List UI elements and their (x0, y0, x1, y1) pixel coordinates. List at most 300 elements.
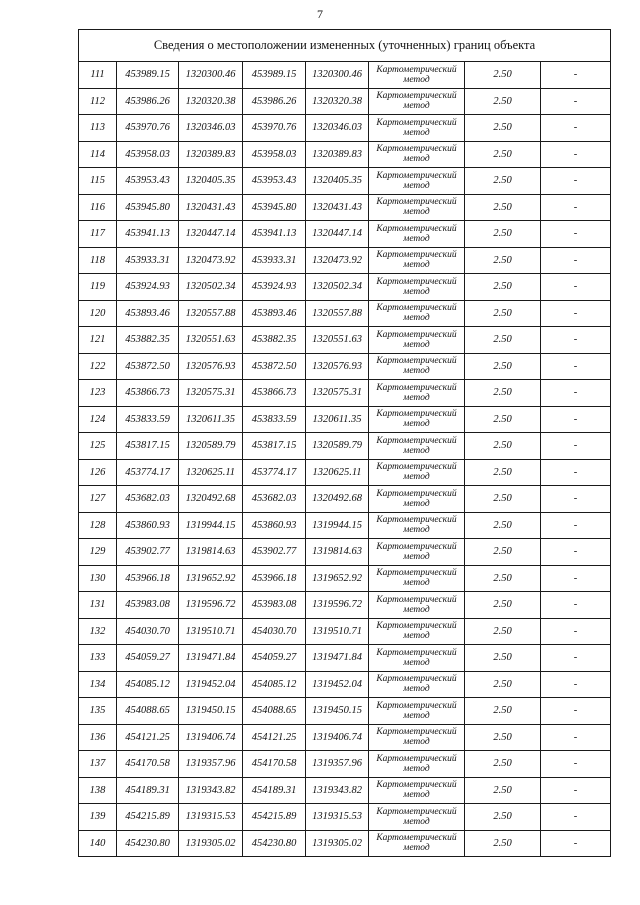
accuracy-cell: 2.50 (465, 406, 541, 433)
point-number-cell: 125 (79, 433, 117, 460)
table-row (79, 300, 611, 327)
point-number-cell: 133 (79, 645, 117, 672)
method-line-1: Картометрический (376, 356, 457, 367)
point-number-cell: 127 (79, 486, 117, 513)
method-cell (369, 221, 465, 248)
table-row (79, 512, 611, 539)
refined-x-cell: 453983.08 (243, 592, 306, 619)
refined-x-cell: 453933.31 (243, 247, 306, 274)
refined-y-cell: 1319944.15 (306, 512, 369, 539)
refined-x-cell: 454170.58 (243, 751, 306, 778)
note-cell: - (541, 539, 611, 566)
existing-y-cell: 1319315.53 (179, 804, 243, 831)
point-number-cell: 139 (79, 804, 117, 831)
table-row (79, 645, 611, 672)
point-number-cell: 113 (79, 115, 117, 142)
accuracy-cell: 2.50 (465, 512, 541, 539)
existing-y-cell: 1320346.03 (179, 115, 243, 142)
refined-x-cell: 453986.26 (243, 88, 306, 115)
method-line-2: метод (403, 790, 430, 801)
accuracy-cell: 2.50 (465, 565, 541, 592)
method-line-2: метод (403, 154, 430, 165)
method-line-1: Картометрический (376, 515, 457, 526)
refined-x-cell: 454189.31 (243, 777, 306, 804)
accuracy-cell: 2.50 (465, 88, 541, 115)
method-line-2: метод (403, 260, 430, 271)
method-cell (369, 539, 465, 566)
accuracy-cell: 2.50 (465, 141, 541, 168)
method-line-1: Картометрический (376, 541, 457, 552)
point-number-cell: 140 (79, 830, 117, 857)
note-cell: - (541, 512, 611, 539)
method-line-2: метод (403, 710, 430, 721)
accuracy-cell: 2.50 (465, 115, 541, 142)
table-row (79, 698, 611, 725)
refined-x-cell: 453882.35 (243, 327, 306, 354)
note-cell: - (541, 194, 611, 221)
accuracy-cell: 2.50 (465, 751, 541, 778)
point-number-cell: 136 (79, 724, 117, 751)
existing-x-cell: 453882.35 (117, 327, 179, 354)
refined-x-cell: 453953.43 (243, 168, 306, 195)
method-line-2: метод (403, 763, 430, 774)
note-cell: - (541, 804, 611, 831)
note-cell: - (541, 486, 611, 513)
existing-y-cell: 1319944.15 (179, 512, 243, 539)
refined-y-cell: 1320575.31 (306, 380, 369, 407)
accuracy-cell: 2.50 (465, 433, 541, 460)
existing-x-cell: 453958.03 (117, 141, 179, 168)
method-cell (369, 645, 465, 672)
note-cell: - (541, 141, 611, 168)
note-cell: - (541, 247, 611, 274)
table-row (79, 327, 611, 354)
note-cell: - (541, 565, 611, 592)
method-line-2: метод (403, 657, 430, 668)
refined-x-cell: 453941.13 (243, 221, 306, 248)
note-cell: - (541, 353, 611, 380)
method-line-2: метод (403, 498, 430, 509)
refined-x-cell: 454030.70 (243, 618, 306, 645)
table-row (79, 406, 611, 433)
method-cell (369, 88, 465, 115)
method-cell (369, 671, 465, 698)
accuracy-cell: 2.50 (465, 804, 541, 831)
method-line-2: метод (403, 525, 430, 536)
existing-y-cell: 1320492.68 (179, 486, 243, 513)
method-cell (369, 327, 465, 354)
existing-y-cell: 1320625.11 (179, 459, 243, 486)
accuracy-cell: 2.50 (465, 380, 541, 407)
note-cell: - (541, 380, 611, 407)
method-cell (369, 168, 465, 195)
note-cell: - (541, 698, 611, 725)
refined-x-cell: 453970.76 (243, 115, 306, 142)
method-line-2: метод (403, 737, 430, 748)
existing-x-cell: 454030.70 (117, 618, 179, 645)
point-number-cell: 116 (79, 194, 117, 221)
refined-x-cell: 454085.12 (243, 671, 306, 698)
refined-x-cell: 454230.80 (243, 830, 306, 857)
method-line-2: метод (403, 843, 430, 854)
refined-y-cell: 1320502.34 (306, 274, 369, 301)
note-cell: - (541, 724, 611, 751)
method-line-1: Картометрический (376, 435, 457, 446)
boundary-coordinates-table (78, 29, 611, 857)
method-line-2: метод (403, 286, 430, 297)
method-line-1: Картометрический (376, 223, 457, 234)
point-number-cell: 121 (79, 327, 117, 354)
existing-x-cell: 453872.50 (117, 353, 179, 380)
point-number-cell: 138 (79, 777, 117, 804)
method-line-2: метод (403, 684, 430, 695)
existing-y-cell: 1320431.43 (179, 194, 243, 221)
method-line-1: Картометрический (376, 753, 457, 764)
existing-y-cell: 1319357.96 (179, 751, 243, 778)
existing-x-cell: 454230.80 (117, 830, 179, 857)
refined-y-cell: 1319305.02 (306, 830, 369, 857)
existing-x-cell: 454170.58 (117, 751, 179, 778)
method-line-1: Картометрический (376, 462, 457, 473)
refined-x-cell: 454059.27 (243, 645, 306, 672)
method-cell (369, 433, 465, 460)
existing-y-cell: 1320320.38 (179, 88, 243, 115)
accuracy-cell: 2.50 (465, 274, 541, 301)
method-line-2: метод (403, 313, 430, 324)
point-number-cell: 131 (79, 592, 117, 619)
accuracy-cell: 2.50 (465, 221, 541, 248)
table-row (79, 618, 611, 645)
method-line-2: метод (403, 631, 430, 642)
note-cell: - (541, 777, 611, 804)
existing-y-cell: 1319814.63 (179, 539, 243, 566)
note-cell: - (541, 168, 611, 195)
note-cell: - (541, 221, 611, 248)
table-row (79, 565, 611, 592)
table-row (79, 168, 611, 195)
method-line-2: метод (403, 233, 430, 244)
refined-y-cell: 1320389.83 (306, 141, 369, 168)
method-line-1: Картометрический (376, 117, 457, 128)
method-cell (369, 804, 465, 831)
existing-y-cell: 1320502.34 (179, 274, 243, 301)
existing-x-cell: 454121.25 (117, 724, 179, 751)
refined-x-cell: 453833.59 (243, 406, 306, 433)
existing-x-cell: 453989.15 (117, 62, 179, 89)
method-line-2: метод (403, 392, 430, 403)
existing-x-cell: 454189.31 (117, 777, 179, 804)
point-number-cell: 118 (79, 247, 117, 274)
point-number-cell: 111 (79, 62, 117, 89)
point-number-cell: 122 (79, 353, 117, 380)
refined-x-cell: 453902.77 (243, 539, 306, 566)
existing-y-cell: 1319452.04 (179, 671, 243, 698)
existing-x-cell: 453924.93 (117, 274, 179, 301)
refined-y-cell: 1319406.74 (306, 724, 369, 751)
table-row (79, 194, 611, 221)
existing-x-cell: 454059.27 (117, 645, 179, 672)
existing-x-cell: 453866.73 (117, 380, 179, 407)
existing-x-cell: 453953.43 (117, 168, 179, 195)
accuracy-cell: 2.50 (465, 353, 541, 380)
method-line-2: метод (403, 578, 430, 589)
table-row (79, 592, 611, 619)
table-row (79, 353, 611, 380)
existing-y-cell: 1320389.83 (179, 141, 243, 168)
accuracy-cell: 2.50 (465, 539, 541, 566)
refined-y-cell: 1319343.82 (306, 777, 369, 804)
table-row (79, 88, 611, 115)
method-cell (369, 830, 465, 857)
refined-x-cell: 453958.03 (243, 141, 306, 168)
existing-y-cell: 1319450.15 (179, 698, 243, 725)
accuracy-cell: 2.50 (465, 777, 541, 804)
existing-x-cell: 453893.46 (117, 300, 179, 327)
method-line-1: Картометрический (376, 144, 457, 155)
method-line-1: Картометрический (376, 91, 457, 102)
refined-x-cell: 453866.73 (243, 380, 306, 407)
refined-x-cell: 453817.15 (243, 433, 306, 460)
method-cell (369, 751, 465, 778)
point-number-cell: 132 (79, 618, 117, 645)
refined-x-cell: 453682.03 (243, 486, 306, 513)
method-line-1: Картометрический (376, 833, 457, 844)
method-line-2: метод (403, 127, 430, 138)
accuracy-cell: 2.50 (465, 486, 541, 513)
method-line-1: Картометрический (376, 621, 457, 632)
method-line-2: метод (403, 551, 430, 562)
existing-y-cell: 1320300.46 (179, 62, 243, 89)
existing-x-cell: 453941.13 (117, 221, 179, 248)
refined-y-cell: 1320576.93 (306, 353, 369, 380)
refined-y-cell: 1320492.68 (306, 486, 369, 513)
table-row (79, 777, 611, 804)
method-line-2: метод (403, 472, 430, 483)
note-cell: - (541, 88, 611, 115)
table-row (79, 274, 611, 301)
existing-y-cell: 1320589.79 (179, 433, 243, 460)
table-row (79, 539, 611, 566)
existing-x-cell: 453860.93 (117, 512, 179, 539)
method-line-2: метод (403, 74, 430, 85)
method-line-2: метод (403, 207, 430, 218)
existing-y-cell: 1320447.14 (179, 221, 243, 248)
method-line-2: метод (403, 816, 430, 827)
point-number-cell: 112 (79, 88, 117, 115)
existing-x-cell: 453902.77 (117, 539, 179, 566)
method-line-1: Картометрический (376, 674, 457, 685)
existing-y-cell: 1319343.82 (179, 777, 243, 804)
refined-x-cell: 454088.65 (243, 698, 306, 725)
method-line-1: Картометрический (376, 700, 457, 711)
method-cell (369, 512, 465, 539)
existing-y-cell: 1320551.63 (179, 327, 243, 354)
existing-y-cell: 1319596.72 (179, 592, 243, 619)
existing-y-cell: 1319510.71 (179, 618, 243, 645)
existing-y-cell: 1320405.35 (179, 168, 243, 195)
method-cell (369, 592, 465, 619)
table-row (79, 221, 611, 248)
refined-y-cell: 1320473.92 (306, 247, 369, 274)
existing-x-cell: 453970.76 (117, 115, 179, 142)
existing-x-cell: 453817.15 (117, 433, 179, 460)
accuracy-cell: 2.50 (465, 830, 541, 857)
accuracy-cell: 2.50 (465, 618, 541, 645)
refined-y-cell: 1319471.84 (306, 645, 369, 672)
table-row (79, 486, 611, 513)
table-row (79, 380, 611, 407)
refined-y-cell: 1320300.46 (306, 62, 369, 89)
point-number-cell: 137 (79, 751, 117, 778)
point-number-cell: 134 (79, 671, 117, 698)
note-cell: - (541, 592, 611, 619)
note-cell: - (541, 433, 611, 460)
table-row (79, 830, 611, 857)
refined-x-cell: 453872.50 (243, 353, 306, 380)
method-cell (369, 406, 465, 433)
table-row (79, 115, 611, 142)
point-number-cell: 117 (79, 221, 117, 248)
method-line-2: метод (403, 180, 430, 191)
note-cell: - (541, 62, 611, 89)
accuracy-cell: 2.50 (465, 300, 541, 327)
refined-y-cell: 1320625.11 (306, 459, 369, 486)
point-number-cell: 120 (79, 300, 117, 327)
method-line-1: Картометрический (376, 250, 457, 261)
method-cell (369, 565, 465, 592)
point-number-cell: 123 (79, 380, 117, 407)
refined-y-cell: 1319596.72 (306, 592, 369, 619)
refined-y-cell: 1319357.96 (306, 751, 369, 778)
method-cell (369, 141, 465, 168)
refined-x-cell: 453893.46 (243, 300, 306, 327)
method-line-1: Картометрический (376, 329, 457, 340)
method-line-2: метод (403, 445, 430, 456)
method-line-1: Картометрический (376, 276, 457, 287)
refined-y-cell: 1319315.53 (306, 804, 369, 831)
accuracy-cell: 2.50 (465, 459, 541, 486)
existing-y-cell: 1319471.84 (179, 645, 243, 672)
method-line-2: метод (403, 366, 430, 377)
table-row (79, 433, 611, 460)
method-line-1: Картометрический (376, 594, 457, 605)
accuracy-cell: 2.50 (465, 327, 541, 354)
existing-y-cell: 1320557.88 (179, 300, 243, 327)
note-cell: - (541, 459, 611, 486)
note-cell: - (541, 751, 611, 778)
method-line-1: Картометрический (376, 409, 457, 420)
method-cell (369, 247, 465, 274)
method-line-2: метод (403, 339, 430, 350)
accuracy-cell: 2.50 (465, 194, 541, 221)
refined-y-cell: 1319452.04 (306, 671, 369, 698)
table-header-row (79, 30, 611, 62)
accuracy-cell: 2.50 (465, 698, 541, 725)
point-number-cell: 119 (79, 274, 117, 301)
method-line-1: Картометрический (376, 488, 457, 499)
method-line-1: Картометрический (376, 197, 457, 208)
refined-x-cell: 453774.17 (243, 459, 306, 486)
existing-x-cell: 453774.17 (117, 459, 179, 486)
existing-y-cell: 1320576.93 (179, 353, 243, 380)
method-cell (369, 62, 465, 89)
method-line-1: Картометрический (376, 382, 457, 393)
refined-x-cell: 453924.93 (243, 274, 306, 301)
table-title: Сведения о местоположении измененных (уточненных) границ объекта (79, 30, 611, 62)
method-line-1: Картометрический (376, 303, 457, 314)
table-row (79, 671, 611, 698)
method-line-2: метод (403, 604, 430, 615)
refined-y-cell: 1320346.03 (306, 115, 369, 142)
refined-y-cell: 1320557.88 (306, 300, 369, 327)
point-number-cell: 129 (79, 539, 117, 566)
refined-y-cell: 1320589.79 (306, 433, 369, 460)
existing-x-cell: 453833.59 (117, 406, 179, 433)
accuracy-cell: 2.50 (465, 168, 541, 195)
accuracy-cell: 2.50 (465, 247, 541, 274)
point-number-cell: 128 (79, 512, 117, 539)
refined-x-cell: 453945.80 (243, 194, 306, 221)
method-line-2: метод (403, 419, 430, 430)
method-cell (369, 274, 465, 301)
method-cell (369, 353, 465, 380)
refined-x-cell: 453860.93 (243, 512, 306, 539)
existing-y-cell: 1320611.35 (179, 406, 243, 433)
table-row (79, 804, 611, 831)
refined-y-cell: 1320611.35 (306, 406, 369, 433)
refined-y-cell: 1319510.71 (306, 618, 369, 645)
method-line-1: Картометрический (376, 568, 457, 579)
note-cell: - (541, 645, 611, 672)
note-cell: - (541, 406, 611, 433)
table-row (79, 751, 611, 778)
method-cell (369, 777, 465, 804)
accuracy-cell: 2.50 (465, 671, 541, 698)
method-cell (369, 380, 465, 407)
note-cell: - (541, 300, 611, 327)
point-number-cell: 126 (79, 459, 117, 486)
note-cell: - (541, 618, 611, 645)
existing-x-cell: 453983.08 (117, 592, 179, 619)
method-line-1: Картометрический (376, 780, 457, 791)
existing-x-cell: 453945.80 (117, 194, 179, 221)
existing-x-cell: 453933.31 (117, 247, 179, 274)
table-row (79, 141, 611, 168)
existing-x-cell: 453986.26 (117, 88, 179, 115)
existing-y-cell: 1319406.74 (179, 724, 243, 751)
accuracy-cell: 2.50 (465, 645, 541, 672)
accuracy-cell: 2.50 (465, 724, 541, 751)
method-line-1: Картометрический (376, 64, 457, 75)
point-number-cell: 114 (79, 141, 117, 168)
method-line-1: Картометрический (376, 806, 457, 817)
method-cell (369, 115, 465, 142)
refined-y-cell: 1319652.92 (306, 565, 369, 592)
note-cell: - (541, 327, 611, 354)
refined-y-cell: 1320551.63 (306, 327, 369, 354)
method-line-1: Картометрический (376, 647, 457, 658)
refined-x-cell: 454215.89 (243, 804, 306, 831)
method-line-1: Картометрический (376, 727, 457, 738)
table-row (79, 62, 611, 89)
table-row (79, 724, 611, 751)
point-number-cell: 115 (79, 168, 117, 195)
table-row (79, 247, 611, 274)
point-number-cell: 124 (79, 406, 117, 433)
note-cell: - (541, 671, 611, 698)
method-line-1: Картометрический (376, 170, 457, 181)
method-cell (369, 724, 465, 751)
